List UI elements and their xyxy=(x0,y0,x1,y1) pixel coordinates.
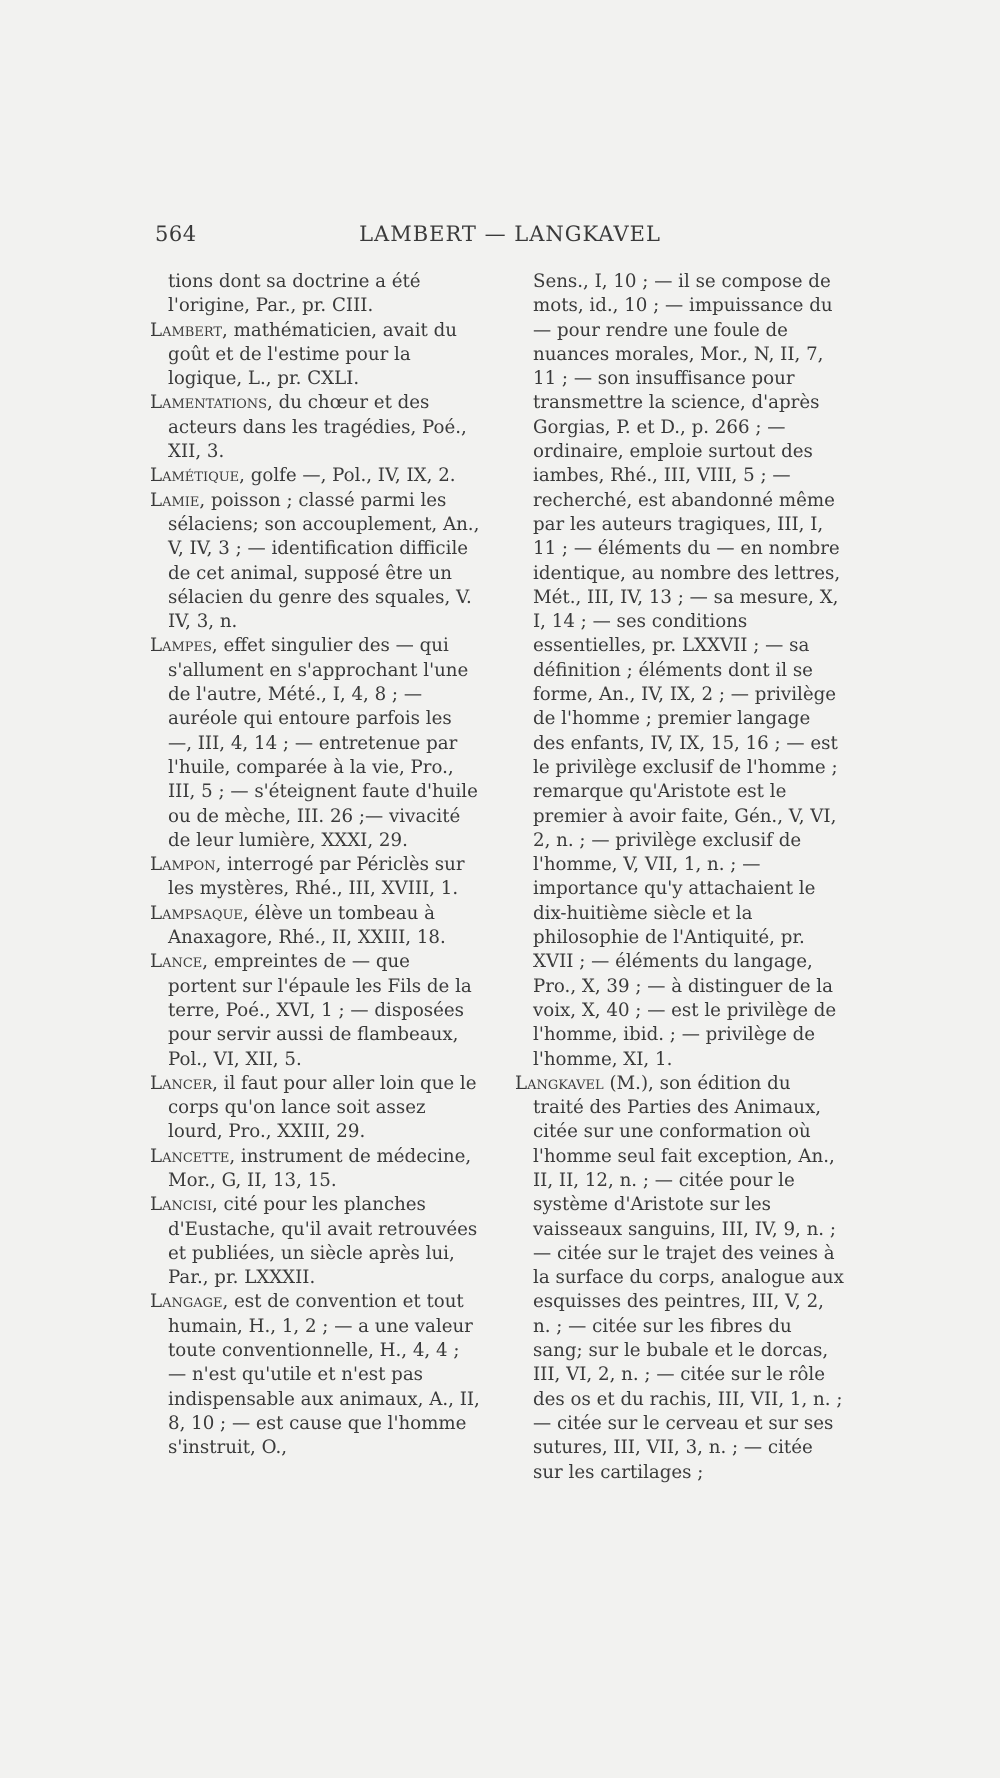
page-number: 564 xyxy=(155,222,197,246)
entry-headword: Langkavel xyxy=(515,1072,604,1094)
index-entry xyxy=(150,634,480,853)
entry-text: golfe —, Pol., IV, IX, 2. xyxy=(244,465,456,487)
right-column xyxy=(515,270,845,1485)
entry-headword: Lance, xyxy=(150,951,209,973)
entry-text: effet singulier des — qui s'allument en s'approchant l'une de l'autre, Mété., I, 4, 8 ; — auréole qui entoure parfois les —, III, 4, 14 ; — entretenue par l'huile, comparée à la vie, Pro., III, 5 ; — s'éteignent faute d'huile ou de mèche, III. 26 ;— vivacité de leur lumière, XXXI, 29. xyxy=(168,635,478,851)
index-entry xyxy=(150,853,480,902)
entry-text: mathématicien, avait du goût et de l'estime pour la logique, L., pr. CXLI. xyxy=(168,319,457,390)
entry-text: il faut pour aller loin que le corps qu'on lance soit assez lourd, Pro., XXIII, 29. xyxy=(168,1072,477,1143)
index-entry xyxy=(150,489,480,635)
entry-headword: Lamie, xyxy=(150,489,206,511)
entry-headword: Lampon, xyxy=(150,854,222,876)
index-entry xyxy=(150,391,480,464)
entry-headword: Lancisi, xyxy=(150,1194,218,1216)
entry-text: poisson ; classé parmi les sélaciens; son accouplement, An., V, IV, 3 ; — identification difficile de cet animal, supposé être un sélacien du genre des squales, V. IV, 3, n. xyxy=(168,489,480,633)
entry-headword: Lancette, xyxy=(150,1145,236,1167)
entry-text: interrogé par Périclès sur les mystères, Rhé., III, XVIII, 1. xyxy=(168,854,465,900)
entry-headword: Lambert, xyxy=(150,319,228,341)
entry-text: (M.), son édition du traité des Parties des Animaux, citée sur une conformation où l'homme seul fait exception, An., II, II, 12, n. ; — citée pour le système d'Aristote sur les vaisseaux sanguins, III, IV, 9, n. ; — citée sur le trajet des veines à la surface du corps, analogue aux esquisses des peintres, III, V, 2, n. ; — citée sur les fibres du sang; sur le bubale et le dorcas, III, VI, 2, n. ; — citée sur le rôle des os et du rachis, III, VII, 1, n. ; — citée sur le cerveau et sur ses sutures, III, VII, 3, n. ; — citée sur les cartilages ; xyxy=(533,1072,844,1483)
entry-text: est de convention et tout humain, H., 1, 2 ; — a une valeur toute conventionnelle, H., 4, 4 ; — n'est qu'utile et n'est pas indispensable aux animaux, A., II, 8, 10 ; — est cause que l'homme s'instruit, O., xyxy=(168,1291,480,1459)
index-entry xyxy=(515,1072,845,1485)
index-entry-continuation xyxy=(515,270,845,1072)
index-entry xyxy=(150,1193,480,1290)
entry-text: tions dont sa doctrine a été l'origine, Par., pr. CIII. xyxy=(168,271,421,317)
running-title: LAMBERT — LANGKAVEL xyxy=(359,222,661,246)
page-header xyxy=(155,222,865,252)
entry-headword: Lampsaque, xyxy=(150,902,249,924)
index-entry xyxy=(150,1072,480,1145)
index-entry-continuation xyxy=(150,270,480,319)
left-column xyxy=(150,270,480,1461)
entry-text: Sens., I, 10 ; — il se compose de mots, id., 10 ; — impuissance du — pour rendre une foule de nuances morales, Mor., N, II, 7, 11 ; — son insuffisance pour transmettre la science, d'après Gorgias, P. et D., p. 266 ; — ordinaire, emploie surtout des iambes, Rhé., III, VIII, 5 ; — recherché, est abandonné même par les auteurs tragiques, III, I, 11 ; — éléments du — en nombre identique, au nombre des lettres, Mét., III, IV, 13 ; — sa mesure, X, I, 14 ; — ses conditions essentielles, pr. LXXVII ; — sa définition ; éléments dont il se forme, An., IV, IX, 2 ; — privilège de l'homme ; premier langage des enfants, IV, IX, 15, 16 ; — est le privilège exclusif de l'homme ; remarque qu'Aristote est le premier à avoir faite, Gén., V, VI, 2, n. ; — privilège exclusif de l'homme, V, VII, 1, n. ; — importance qu'y attachaient le dix-huitième siècle et la philosophie de l'Antiquité, pr. XVII ; — éléments du langage, Pro., X, 39 ; — à distinguer de la voix, X, 40 ; — est le privilège de l'homme, ibid. ; — privilège de l'homme, XI, 1. xyxy=(533,271,841,1070)
entry-text: du chœur et des acteurs dans les tragédies, Poé., XII, 3. xyxy=(168,392,467,463)
entry-text: instrument de médecine, Mor., G, II, 13, 15. xyxy=(168,1145,472,1191)
index-entry xyxy=(150,902,480,951)
entry-text: empreintes de — que portent sur l'épaule les Fils de la terre, Poé., XVI, 1 ; — disposées pour servir aussi de flambeaux, Pol., VI, XII, 5. xyxy=(168,951,472,1070)
entry-headword: Langage, xyxy=(150,1291,229,1313)
index-entry xyxy=(150,1290,480,1460)
index-entry xyxy=(150,464,480,488)
entry-headword: Lampes, xyxy=(150,635,218,657)
entry-text: élève un tombeau à Anaxagore, Rhé., II, XXIII, 18. xyxy=(168,902,446,949)
index-entry xyxy=(150,950,480,1071)
index-entry xyxy=(150,1145,480,1194)
entry-headword: Lancer, xyxy=(150,1072,218,1094)
entry-text: cité pour les planches d'Eustache, qu'il avait retrouvées et publiées, un siècle après lui, Par., pr. LXXXII. xyxy=(168,1194,478,1289)
index-entry xyxy=(150,319,480,392)
entry-headword: Lamentations, xyxy=(150,392,273,414)
entry-headword: Lamétique, xyxy=(150,465,245,487)
